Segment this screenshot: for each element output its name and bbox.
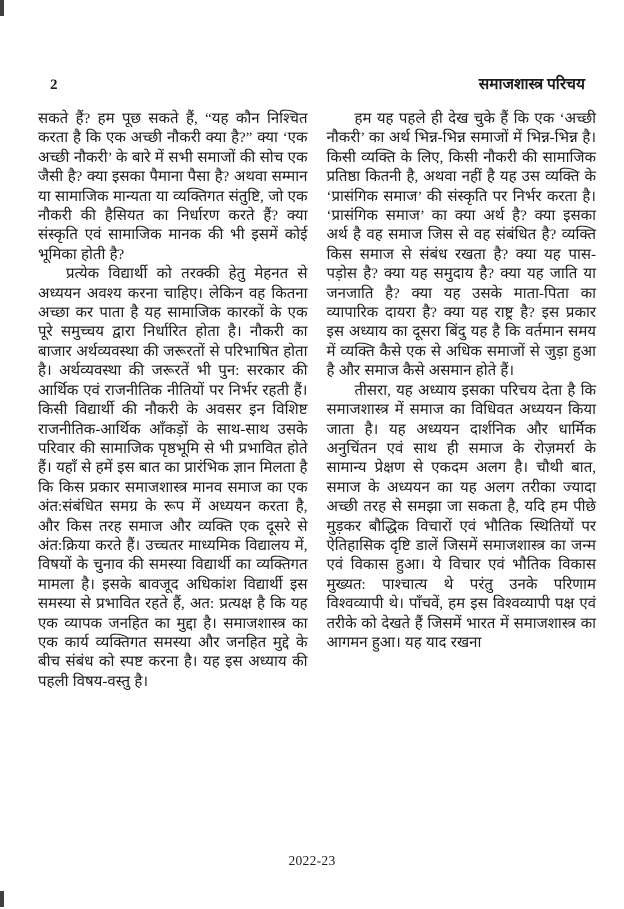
left-column [38,110,308,692]
paragraph: प्रत्येक विद्यार्थी को तरक्की हेतु मेहनत से अध्ययन अवश्य करना चाहिए। लेकिन वह कितना अच्छा कर पाता है यह सामाजिक कारकों के एक पूरे समुच्चय द्वारा निर्धारित होता है। नौकरी का बाजार अर्थव्यवस्था की जरूरतों से परिभाषित होता है। अर्थव्यवस्था की जरूरतें भी पुन: सरकार की आर्थिक एवं राजनीतिक नीतियों पर निर्भर रहती हैं। किसी विद्यार्थी की नौकरी के अवसर इन विशिष्ट राजनीतिक-आर्थिक आँकड़ों के साथ-साथ उसके परिवार की सामाजिक पृष्ठभूमि से भी प्रभावित होते हैं। यहाँ से हमें इस बात का प्रारंभिक ज्ञान मिलता है कि किस प्रकार समाजशास्त्र मानव समाज का एक अंत:संबंधित समग्र के रूप में अध्ययन करता है, और किस तरह समाज और व्यक्ति एक दूसरे से अंत:क्रिया करते हैं। उच्चतर माध्यमिक विद्यालय में, विषयों के चुनाव की समस्या विद्यार्थी का व्यक्तिगत मामला है। इसके बावजूद अधिकांश विद्यार्थी इस समस्या से प्रभावित रहते हैं, अत: प्रत्यक्ष है कि यह एक व्यापक जनहित का मुद्दा है। समाजशास्त्र का एक कार्य व्यक्तिगत समस्या और जनहित मुद्दे के बीच संबंध को स्पष्ट करना है। यह इस अध्याय की पहली विषय-वस्तु है। [38,266,308,690]
page-number: 2 [50,77,58,93]
running-title: समाजशास्त्र परिचय [478,76,585,93]
paragraph: हम यह पहले ही देख चुके हैं कि एक ‘अच्छी नौकरी’ का अर्थ भिन्न-भिन्न समाजों में भिन्न-भिन्न है। किसी व्यक्ति के लिए, किसी नौकरी की सामाजिक प्रतिष्ठा कितनी है, अथवा नहीं है यह उस व्यक्ति के ‘प्रासंगिक समाज’ की संस्कृति पर निर्भर करता है। ‘प्रासंगिक समाज’ का क्या अर्थ है? क्या इसका अर्थ है वह समाज जिस से वह संबंधित है? व्यक्ति किस समाज से संबंध रखता है? क्या यह पास-पड़ोस है? क्या यह समुदाय है? क्या यह जाति या जनजाति है? क्या यह उसके माता-पिता का व्यापारिक दायरा है? क्या यह राष्ट्र है? इस प्रकार इस अध्याय का दूसरा बिंदु यह है कि वर्तमान समय में व्यक्ति कैसे एक से अधिक समाजों से जुड़ा हुआ है और समाज कैसे असमान होते हैं। [326,111,596,380]
scan-artifact-bottom-left [0,891,4,907]
text-columns [38,110,596,692]
scan-artifact-top-left [0,0,4,16]
page-header [0,72,624,94]
page-footer [0,852,624,870]
paragraph: तीसरा, यह अध्याय इसका परिचय देता है कि समाजशास्त्र में समाज का विधिवत अध्ययन किया जाता है। यह अध्ययन दार्शनिक और धार्मिक अनुचिंतन एवं साथ ही समाज के रोज़मर्रा के सामान्य प्रेक्षण से एकदम अलग है। चौथी बात, समाज के अध्ययन का यह अलग तरीका ज्यादा अच्छी तरह से समझा जा सकता है, यदि हम पीछे मुड़कर बौद्धिक विचारों एवं भौतिक स्थितियों पर ऐतिहासिक दृष्टि डालें जिसमें समाजशास्त्र का जन्म एवं विकास हुआ। ये विचार एवं भौतिक विकास मुख्यत: पाश्चात्य थे परंतु उनके परिणाम विश्वव्यापी थे। पाँचवें, हम इस विश्वव्यापी पक्ष एवं तरीके को देखते हैं जिसमें भारत में समाजशास्त्र का आगमन हुआ। यह याद रखना [326,382,596,651]
paragraph-continuation: सकते हैं? हम पूछ सकते हैं, “यह कौन निश्चित करता है कि एक अच्छी नौकरी क्या है?” क्या ‘एक अच्छी नौकरी’ के बारे में सभी समाजों की सोच एक जैसी है? क्या इसका पैमाना पैसा है? अथवा सम्मान या सामाजिक मान्यता या व्यक्तिगत संतुष्टि, जो एक नौकरी की हैसियत का निर्धारण करते हैं? क्या संस्कृति एवं सामाजिक मानक की भी इसमें कोई भूमिका होती है? [38,111,308,263]
footer-year: 2022-23 [288,853,336,868]
right-column [327,110,597,692]
